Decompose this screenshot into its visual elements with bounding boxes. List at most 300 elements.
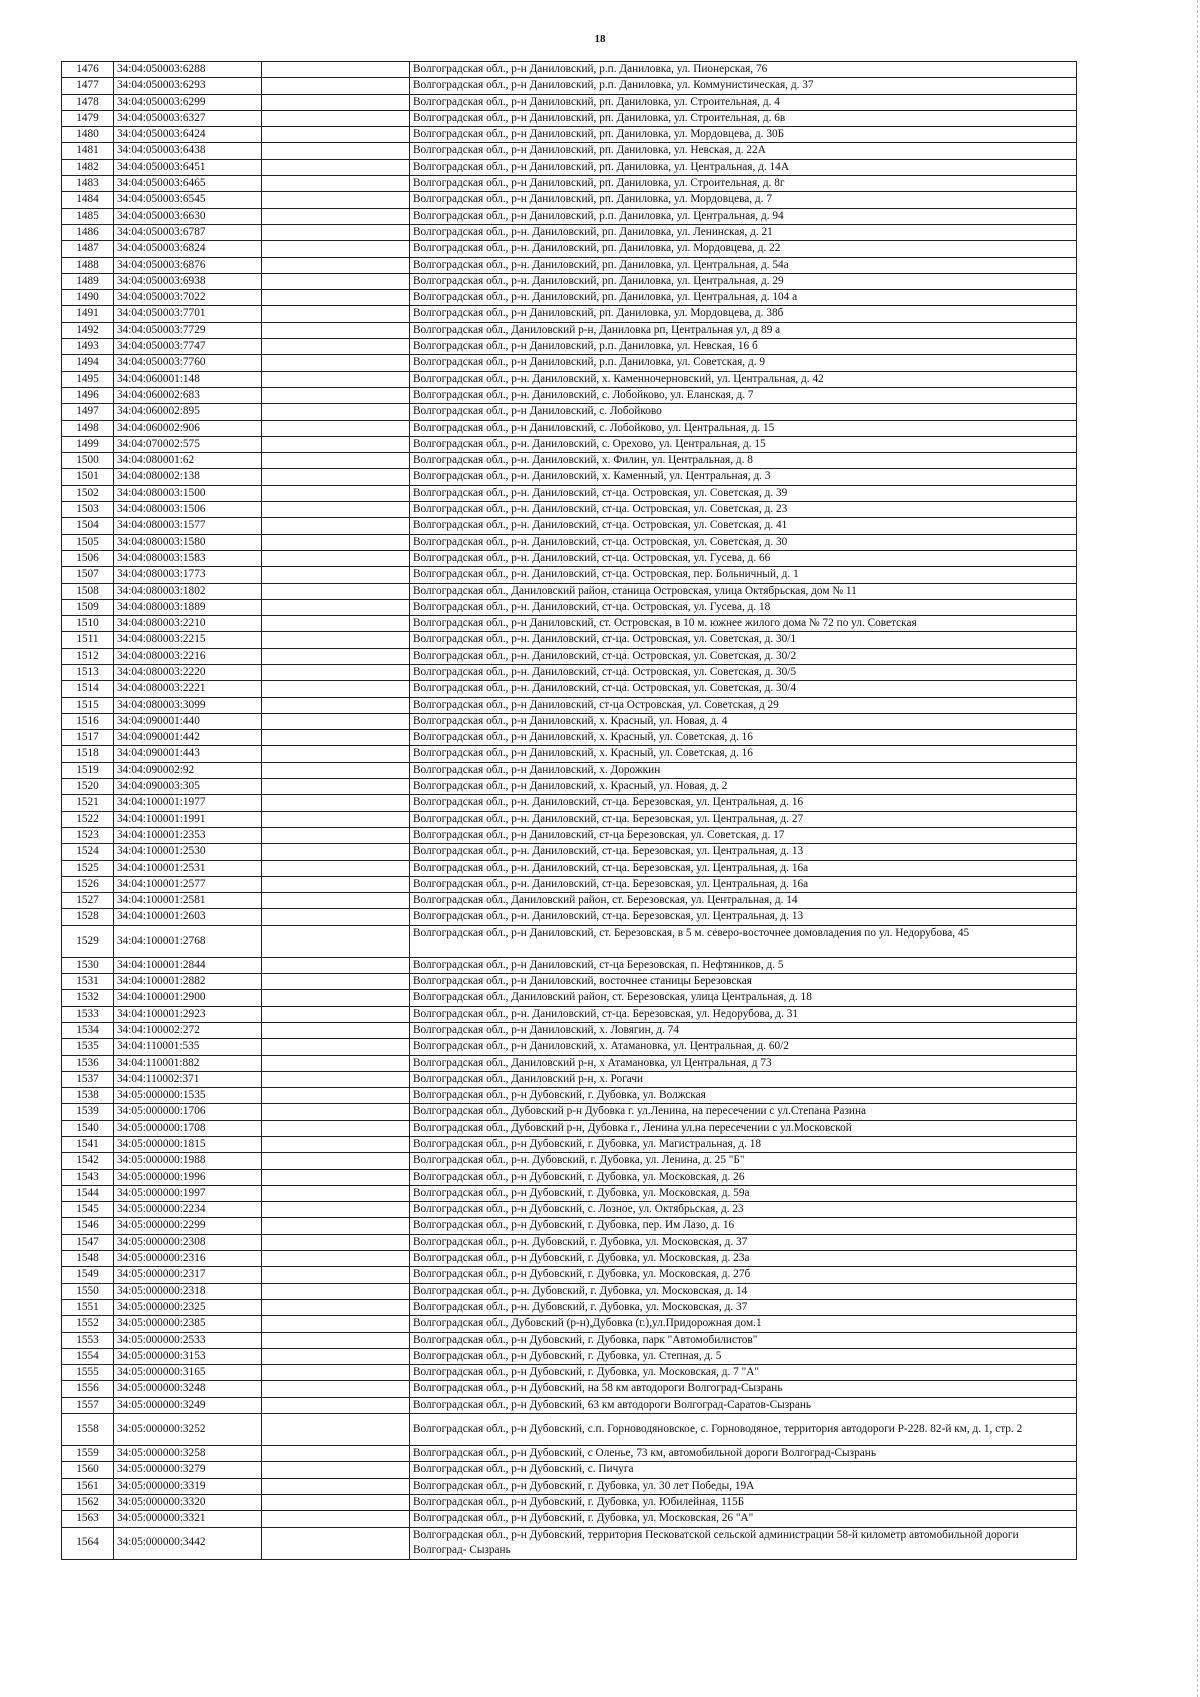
table-row	[62, 1283, 1077, 1299]
table-row	[62, 1169, 1077, 1185]
table-row	[62, 1202, 1077, 1218]
address-cell: Волгоградская обл., р-н Даниловский, рп. Даниловка, ул. Невская, д. 22А	[410, 143, 1077, 159]
cadastral-number-cell: 34:05:000000:2299	[114, 1218, 262, 1234]
owner-cell	[262, 387, 410, 403]
row-number-cell: 1531	[62, 974, 114, 990]
cadastral-number-cell: 34:05:000000:2308	[114, 1234, 262, 1250]
address-cell: Волгоградская обл., р-н Дубовский, с. Лозное, ул. Октябрьская, д. 23	[410, 1202, 1077, 1218]
address-cell: Волгоградская обл., р-н. Даниловский, ст-ца. Островская, ул. Гусева, д. 66	[410, 550, 1077, 566]
cadastral-number-cell: 34:05:000000:3153	[114, 1348, 262, 1364]
table-row	[62, 518, 1077, 534]
cadastral-number-cell: 34:04:100001:1977	[114, 795, 262, 811]
row-number-cell: 1548	[62, 1251, 114, 1267]
row-number-cell: 1561	[62, 1478, 114, 1494]
row-number-cell: 1516	[62, 713, 114, 729]
address-cell: Волгоградская обл., р-н Даниловский, х. Ловягин, д. 74	[410, 1022, 1077, 1038]
cadastral-number-cell: 34:04:080003:2210	[114, 616, 262, 632]
owner-cell	[262, 876, 410, 892]
address-cell: Волгоградская обл., р-н. Даниловский, ст-ца. Березовская, ул. Центральная, д. 16	[410, 795, 1077, 811]
address-cell: Волгоградская обл., р-н. Даниловский, ст-ца. Островская, ул. Гусева, д. 18	[410, 599, 1077, 615]
owner-cell	[262, 1316, 410, 1332]
cadastral-number-cell: 34:04:050003:7747	[114, 339, 262, 355]
cadastral-number-cell: 34:04:090001:440	[114, 713, 262, 729]
owner-cell	[262, 1039, 410, 1055]
address-cell: Волгоградская обл., р-н Дубовский, г. Дубовка, ул. Московская, д. 27б	[410, 1267, 1077, 1283]
cadastral-number-cell: 34:04:100001:2531	[114, 860, 262, 876]
address-cell: Волгоградская обл., Даниловский р-н, х Атамановка, ул Центральная, д 73	[410, 1055, 1077, 1071]
row-number-cell: 1558	[62, 1414, 114, 1446]
table-row	[62, 844, 1077, 860]
row-number-cell: 1544	[62, 1185, 114, 1201]
owner-cell	[262, 567, 410, 583]
table-row	[62, 567, 1077, 583]
address-cell: Волгоградская обл., р-н Дубовский, на 58 км автодороги Волгоград-Сызрань	[410, 1381, 1077, 1397]
table-row	[62, 1446, 1077, 1462]
row-number-cell: 1520	[62, 779, 114, 795]
table-row	[62, 241, 1077, 257]
owner-cell	[262, 1169, 410, 1185]
cadastral-number-cell: 34:04:050003:6327	[114, 110, 262, 126]
row-number-cell: 1483	[62, 176, 114, 192]
table-row	[62, 143, 1077, 159]
owner-cell	[262, 1202, 410, 1218]
table-row	[62, 534, 1077, 550]
owner-cell	[262, 241, 410, 257]
cadastral-number-cell: 34:04:100001:2530	[114, 844, 262, 860]
owner-cell	[262, 1511, 410, 1527]
cadastral-number-cell: 34:04:050003:6938	[114, 273, 262, 289]
cadastral-number-cell: 34:05:000000:2316	[114, 1251, 262, 1267]
address-cell: Волгоградская обл., р-н. Даниловский, с. Лобойково, ул. Еланская, д. 7	[410, 387, 1077, 403]
address-cell: Волгоградская обл., р-н Даниловский, р.п. Даниловка, ул. Невская, 16 б	[410, 339, 1077, 355]
row-number-cell: 1543	[62, 1169, 114, 1185]
address-cell: Волгоградская обл., р-н Даниловский, рп. Даниловка, ул. Мордовцева, д. 7	[410, 192, 1077, 208]
row-number-cell: 1511	[62, 632, 114, 648]
cadastral-number-cell: 34:05:000000:3248	[114, 1381, 262, 1397]
row-number-cell: 1528	[62, 909, 114, 925]
row-number-cell: 1536	[62, 1055, 114, 1071]
address-cell: Волгоградская обл., р-н Дубовский, г. Дубовка, ул. Московская, д. 59а	[410, 1185, 1077, 1201]
cadastral-number-cell: 34:04:080003:2215	[114, 632, 262, 648]
address-cell: Волгоградская обл., р-н. Дубовский, г. Дубовка, ул. Московская, д. 37	[410, 1299, 1077, 1315]
row-number-cell: 1564	[62, 1527, 114, 1559]
address-cell: Волгоградская обл., р-н. Даниловский, ст-ца. Островская, ул. Советская, д. 41	[410, 518, 1077, 534]
owner-cell	[262, 1348, 410, 1364]
table-row	[62, 127, 1077, 143]
owner-cell	[262, 62, 410, 78]
table-row	[62, 371, 1077, 387]
scan-edge-mark	[1196, 0, 1198, 1697]
cadastral-number-cell: 34:04:050003:7022	[114, 290, 262, 306]
table-row	[62, 779, 1077, 795]
table-row	[62, 1332, 1077, 1348]
address-cell: Волгоградская обл., р-н Дубовский, г. Дубовка, ул. Степная, д. 5	[410, 1348, 1077, 1364]
row-number-cell: 1498	[62, 420, 114, 436]
address-cell: Волгоградская обл., р-н Дубовский, г. Дубовка, ул. Московская, д. 23а	[410, 1251, 1077, 1267]
row-number-cell: 1518	[62, 746, 114, 762]
table-row	[62, 681, 1077, 697]
address-cell: Волгоградская обл., р-н Дубовский, 63 км автодороги Волгоград-Саратов-Сызрань	[410, 1397, 1077, 1413]
address-cell: Волгоградская обл., р-н. Даниловский, с. Орехово, ул. Центральная, д. 15	[410, 436, 1077, 452]
address-cell: Волгоградская обл., р-н Даниловский, рп. Даниловка, ул. Строительная, д. 4	[410, 94, 1077, 110]
address-cell: Волгоградская обл., р-н Даниловский, рп. Даниловка, ул. Строительная, д. 6в	[410, 110, 1077, 126]
owner-cell	[262, 616, 410, 632]
cadastral-number-cell: 34:04:080003:1577	[114, 518, 262, 534]
cadastral-number-cell: 34:04:080003:1889	[114, 599, 262, 615]
cadastral-number-cell: 34:04:070002:575	[114, 436, 262, 452]
cadastral-number-cell: 34:04:050003:6288	[114, 62, 262, 78]
row-number-cell: 1560	[62, 1462, 114, 1478]
cadastral-number-cell: 34:05:000000:1706	[114, 1104, 262, 1120]
address-cell: Волгоградская обл., р-н Даниловский, р.п. Даниловка, ул. Советская, д. 9	[410, 355, 1077, 371]
address-cell: Волгоградская обл., р-н. Дубовский, г. Дубовка, ул. Московская, д. 37	[410, 1234, 1077, 1250]
address-cell: Волгоградская обл., р-н Даниловский, восточнее станицы Березовская	[410, 974, 1077, 990]
cadastral-number-cell: 34:04:090003:305	[114, 779, 262, 795]
table-row	[62, 469, 1077, 485]
owner-cell	[262, 762, 410, 778]
row-number-cell: 1555	[62, 1365, 114, 1381]
cadastral-number-cell: 34:05:000000:3258	[114, 1446, 262, 1462]
owner-cell	[262, 1365, 410, 1381]
row-number-cell: 1505	[62, 534, 114, 550]
row-number-cell: 1503	[62, 502, 114, 518]
table-row	[62, 860, 1077, 876]
table-row	[62, 1511, 1077, 1527]
table-row	[62, 1316, 1077, 1332]
owner-cell	[262, 306, 410, 322]
address-cell: Волгоградская обл., Даниловский р-н, х. Рогачи	[410, 1071, 1077, 1087]
owner-cell	[262, 371, 410, 387]
table-row	[62, 502, 1077, 518]
table-row	[62, 632, 1077, 648]
cadastral-number-cell: 34:05:000000:1996	[114, 1169, 262, 1185]
table-row	[62, 893, 1077, 909]
address-cell: Волгоградская обл., р-н Даниловский, ст-ца Березовская, п. Нефтяников, д. 5	[410, 957, 1077, 973]
cadastral-number-cell: 34:04:050003:6293	[114, 78, 262, 94]
table-row	[62, 1055, 1077, 1071]
cadastral-number-cell: 34:05:000000:3321	[114, 1511, 262, 1527]
owner-cell	[262, 974, 410, 990]
address-cell: Волгоградская обл., р-н. Даниловский, ст-ца. Березовская, ул. Центральная, д. 27	[410, 811, 1077, 827]
row-number-cell: 1480	[62, 127, 114, 143]
address-cell: Волгоградская обл., р-н Даниловский, х. Красный, ул. Советская, д. 16	[410, 730, 1077, 746]
cadastral-number-cell: 34:04:080003:1506	[114, 502, 262, 518]
owner-cell	[262, 730, 410, 746]
owner-cell	[262, 893, 410, 909]
owner-cell	[262, 1397, 410, 1413]
owner-cell	[262, 518, 410, 534]
table-row	[62, 1104, 1077, 1120]
row-number-cell: 1541	[62, 1137, 114, 1153]
cadastral-number-cell: 34:04:110001:882	[114, 1055, 262, 1071]
owner-cell	[262, 469, 410, 485]
row-number-cell: 1514	[62, 681, 114, 697]
table-row	[62, 990, 1077, 1006]
row-number-cell: 1484	[62, 192, 114, 208]
table-row	[62, 1299, 1077, 1315]
row-number-cell: 1489	[62, 273, 114, 289]
address-cell: Волгоградская обл., р-н Даниловский, рп. Даниловка, ул. Центральная, д. 14А	[410, 159, 1077, 175]
row-number-cell: 1513	[62, 664, 114, 680]
address-cell: Волгоградская обл., р-н Дубовский, г. Дубовка, ул. Московская, д. 7 "А"	[410, 1365, 1077, 1381]
row-number-cell: 1534	[62, 1022, 114, 1038]
cadastral-number-cell: 34:04:080003:2216	[114, 648, 262, 664]
cadastral-number-cell: 34:04:090001:443	[114, 746, 262, 762]
address-cell: Волгоградская обл., р-н. Даниловский, ст-ца. Березовская, ул. Центральная, д. 13	[410, 844, 1077, 860]
owner-cell	[262, 143, 410, 159]
cadastral-number-cell: 34:04:050003:7701	[114, 306, 262, 322]
owner-cell	[262, 599, 410, 615]
table-row	[62, 453, 1077, 469]
cadastral-number-cell: 34:04:110001:535	[114, 1039, 262, 1055]
owner-cell	[262, 925, 410, 957]
cadastral-number-cell: 34:04:060002:683	[114, 387, 262, 403]
row-number-cell: 1532	[62, 990, 114, 1006]
address-cell: Волгоградская обл., р-н Дубовский, г. Дубовка, ул. Магистральная, д. 18	[410, 1137, 1077, 1153]
owner-cell	[262, 192, 410, 208]
address-cell: Волгоградская обл., р-н Даниловский, с. Лобойково, ул. Центральная, д. 15	[410, 420, 1077, 436]
table-row	[62, 1218, 1077, 1234]
owner-cell	[262, 1332, 410, 1348]
address-cell: Волгоградская обл., р-н. Даниловский, ст-ца. Островская, ул. Советская, д. 39	[410, 485, 1077, 501]
owner-cell	[262, 224, 410, 240]
row-number-cell: 1542	[62, 1153, 114, 1169]
cadastral-number-cell: 34:04:100001:2923	[114, 1006, 262, 1022]
table-row	[62, 78, 1077, 94]
table-row	[62, 1397, 1077, 1413]
cadastral-number-cell: 34:04:050003:6545	[114, 192, 262, 208]
owner-cell	[262, 453, 410, 469]
owner-cell	[262, 664, 410, 680]
cadastral-number-cell: 34:04:060002:895	[114, 404, 262, 420]
table-row	[62, 746, 1077, 762]
cadastral-number-cell: 34:05:000000:3279	[114, 1462, 262, 1478]
owner-cell	[262, 1104, 410, 1120]
row-number-cell: 1476	[62, 62, 114, 78]
table-row	[62, 599, 1077, 615]
cadastral-number-cell: 34:04:100001:2900	[114, 990, 262, 1006]
row-number-cell: 1562	[62, 1494, 114, 1510]
table-row	[62, 583, 1077, 599]
row-number-cell: 1490	[62, 290, 114, 306]
cadastral-number-cell: 34:04:100001:1991	[114, 811, 262, 827]
owner-cell	[262, 1218, 410, 1234]
cadastral-number-cell: 34:04:100001:2577	[114, 876, 262, 892]
table-row	[62, 664, 1077, 680]
address-cell: Волгоградская обл., Даниловский район, ст. Березовская, ул. Центральная, д. 14	[410, 893, 1077, 909]
owner-cell	[262, 1299, 410, 1315]
row-number-cell: 1508	[62, 583, 114, 599]
cadastral-number-cell: 34:05:000000:2325	[114, 1299, 262, 1315]
address-cell: Волгоградская обл., р-н Дубовский, с.п. Горноводяновское, с. Горноводяное, территория автодороги Р-228. 82-й км, д. 1, стр. 2	[410, 1414, 1077, 1446]
row-number-cell: 1497	[62, 404, 114, 420]
table-row	[62, 1039, 1077, 1055]
table-row	[62, 224, 1077, 240]
address-cell: Волгоградская обл., р-н Даниловский, х. Красный, ул. Советская, д. 16	[410, 746, 1077, 762]
owner-cell	[262, 1088, 410, 1104]
address-cell: Волгоградская обл., р-н Даниловский, с. Лобойково	[410, 404, 1077, 420]
table-row	[62, 420, 1077, 436]
cadastral-number-cell: 34:04:050003:6787	[114, 224, 262, 240]
row-number-cell: 1533	[62, 1006, 114, 1022]
table-row	[62, 1071, 1077, 1087]
row-number-cell: 1502	[62, 485, 114, 501]
cadastral-number-cell: 34:04:080003:1500	[114, 485, 262, 501]
owner-cell	[262, 957, 410, 973]
row-number-cell: 1557	[62, 1397, 114, 1413]
address-cell: Волгоградская обл., р-н Дубовский, с. Пичуга	[410, 1462, 1077, 1478]
owner-cell	[262, 1153, 410, 1169]
owner-cell	[262, 1462, 410, 1478]
address-cell: Волгоградская обл., р-н Даниловский, ст. Островская, в 10 м. южнее жилого дома № 72 по ул. Советская	[410, 616, 1077, 632]
row-number-cell: 1547	[62, 1234, 114, 1250]
table-row	[62, 257, 1077, 273]
cadastral-number-cell: 34:04:100001:2844	[114, 957, 262, 973]
address-cell: Волгоградская обл., р-н. Даниловский, ст-ца. Островская, ул. Советская, д. 30/2	[410, 648, 1077, 664]
table-row	[62, 925, 1077, 957]
registry-table	[61, 61, 1077, 1560]
row-number-cell: 1552	[62, 1316, 114, 1332]
owner-cell	[262, 355, 410, 371]
owner-cell	[262, 844, 410, 860]
cadastral-number-cell: 34:04:110002:371	[114, 1071, 262, 1087]
row-number-cell: 1524	[62, 844, 114, 860]
address-cell: Волгоградская обл., р-н Даниловский, ст-ца Островская, ул. Советская, д 29	[410, 697, 1077, 713]
table-row	[62, 339, 1077, 355]
cadastral-number-cell: 34:04:080003:2220	[114, 664, 262, 680]
owner-cell	[262, 697, 410, 713]
cadastral-number-cell: 34:04:100001:2581	[114, 893, 262, 909]
address-cell: Волгоградская обл., р-н Даниловский, рп. Даниловка, ул. Мордовцева, д. 38б	[410, 306, 1077, 322]
owner-cell	[262, 779, 410, 795]
row-number-cell: 1479	[62, 110, 114, 126]
cadastral-number-cell: 34:04:050003:6424	[114, 127, 262, 143]
owner-cell	[262, 1006, 410, 1022]
address-cell: Волгоградская обл., р-н. Даниловский, ст-ца. Березовская, ул. Недорубова, д. 31	[410, 1006, 1077, 1022]
row-number-cell: 1526	[62, 876, 114, 892]
table-row	[62, 355, 1077, 371]
cadastral-number-cell: 34:05:000000:3249	[114, 1397, 262, 1413]
row-number-cell: 1495	[62, 371, 114, 387]
cadastral-number-cell: 34:05:000000:3252	[114, 1414, 262, 1446]
owner-cell	[262, 502, 410, 518]
table-row	[62, 273, 1077, 289]
address-cell: Волгоградская обл., р-н Даниловский, х. Красный, ул. Новая, д. 4	[410, 713, 1077, 729]
address-cell: Волгоградская обл., р-н. Дубовский, г. Дубовка, ул. Ленина, д. 25 "Б"	[410, 1153, 1077, 1169]
table-row	[62, 208, 1077, 224]
table-row	[62, 62, 1077, 78]
page-number: 18	[594, 33, 606, 45]
owner-cell	[262, 860, 410, 876]
owner-cell	[262, 1267, 410, 1283]
address-cell: Волгоградская обл., р-н. Даниловский, рп. Даниловка, ул. Мордовцева, д. 22	[410, 241, 1077, 257]
registry-table-body	[62, 62, 1077, 1560]
cadastral-number-cell: 34:04:090002:92	[114, 762, 262, 778]
table-row	[62, 1153, 1077, 1169]
cadastral-number-cell: 34:05:000000:2533	[114, 1332, 262, 1348]
row-number-cell: 1501	[62, 469, 114, 485]
address-cell: Волгоградская обл., Даниловский район, ст. Березовская, улица Центральная, д. 18	[410, 990, 1077, 1006]
table-row	[62, 648, 1077, 664]
row-number-cell: 1494	[62, 355, 114, 371]
row-number-cell: 1539	[62, 1104, 114, 1120]
cadastral-number-cell: 34:04:080003:1580	[114, 534, 262, 550]
row-number-cell: 1491	[62, 306, 114, 322]
row-number-cell: 1477	[62, 78, 114, 94]
cadastral-number-cell: 34:04:050003:7760	[114, 355, 262, 371]
row-number-cell: 1496	[62, 387, 114, 403]
address-cell: Волгоградская обл., р-н. Даниловский, ст-ца. Островская, ул. Советская, д. 30/1	[410, 632, 1077, 648]
owner-cell	[262, 681, 410, 697]
owner-cell	[262, 273, 410, 289]
table-row	[62, 176, 1077, 192]
cadastral-number-cell: 34:04:090001:442	[114, 730, 262, 746]
address-cell: Волгоградская обл., Даниловский район, станица Островская, улица Октябрьская, дом № 11	[410, 583, 1077, 599]
cadastral-number-cell: 34:05:000000:1535	[114, 1088, 262, 1104]
row-number-cell: 1546	[62, 1218, 114, 1234]
cadastral-number-cell: 34:05:000000:1997	[114, 1185, 262, 1201]
row-number-cell: 1517	[62, 730, 114, 746]
cadastral-number-cell: 34:04:060002:906	[114, 420, 262, 436]
row-number-cell: 1538	[62, 1088, 114, 1104]
owner-cell	[262, 713, 410, 729]
address-cell: Волгоградская обл., р-н Даниловский, ст-ца Березовская, ул. Советская, д. 17	[410, 827, 1077, 843]
cadastral-number-cell: 34:05:000000:1815	[114, 1137, 262, 1153]
table-row	[62, 1022, 1077, 1038]
owner-cell	[262, 990, 410, 1006]
table-row	[62, 1527, 1077, 1559]
address-cell: Волгоградская обл., р-н. Даниловский, ст-ца. Островская, ул. Советская, д. 30/5	[410, 664, 1077, 680]
owner-cell	[262, 322, 410, 338]
address-cell: Волгоградская обл., Дубовский р-н Дубовка г. ул.Ленина, на пересечении с ул.Степана Разина	[410, 1104, 1077, 1120]
address-cell: Волгоградская обл., р-н Даниловский, ст. Березовская, в 5 м. северо-восточнее домовладения по ул. Недорубова, 45	[410, 925, 1077, 957]
owner-cell	[262, 1494, 410, 1510]
owner-cell	[262, 1446, 410, 1462]
owner-cell	[262, 339, 410, 355]
row-number-cell: 1540	[62, 1120, 114, 1136]
address-cell: Волгоградская обл., р-н. Даниловский, ст-ца. Березовская, ул. Центральная, д. 16а	[410, 876, 1077, 892]
row-number-cell: 1506	[62, 550, 114, 566]
address-cell: Волгоградская обл., р-н. Даниловский, ст-ца. Островская, ул. Советская, д. 30	[410, 534, 1077, 550]
row-number-cell: 1525	[62, 860, 114, 876]
address-cell: Волгоградская обл., р-н Даниловский, х. Атамановка, ул. Центральная, д. 60/2	[410, 1039, 1077, 1055]
table-row	[62, 436, 1077, 452]
address-cell: Волгоградская обл., р-н Дубовский, г. Дубовка, ул. 30 лет Победы, 19А	[410, 1478, 1077, 1494]
table-row	[62, 322, 1077, 338]
row-number-cell: 1527	[62, 893, 114, 909]
cadastral-number-cell: 34:04:080003:1583	[114, 550, 262, 566]
cadastral-number-cell: 34:04:100001:2353	[114, 827, 262, 843]
owner-cell	[262, 404, 410, 420]
table-row	[62, 909, 1077, 925]
owner-cell	[262, 1137, 410, 1153]
row-number-cell: 1530	[62, 957, 114, 973]
table-row	[62, 795, 1077, 811]
table-row	[62, 1462, 1077, 1478]
cadastral-number-cell: 34:04:050003:7729	[114, 322, 262, 338]
table-row	[62, 1088, 1077, 1104]
owner-cell	[262, 257, 410, 273]
owner-cell	[262, 290, 410, 306]
owner-cell	[262, 632, 410, 648]
row-number-cell: 1554	[62, 1348, 114, 1364]
cadastral-number-cell: 34:04:080003:3099	[114, 697, 262, 713]
row-number-cell: 1482	[62, 159, 114, 175]
owner-cell	[262, 127, 410, 143]
address-cell: Волгоградская обл., Дубовский р-н, Дубовка г., Ленина ул.на пересечении с ул.Московской	[410, 1120, 1077, 1136]
owner-cell	[262, 1071, 410, 1087]
table-row	[62, 159, 1077, 175]
